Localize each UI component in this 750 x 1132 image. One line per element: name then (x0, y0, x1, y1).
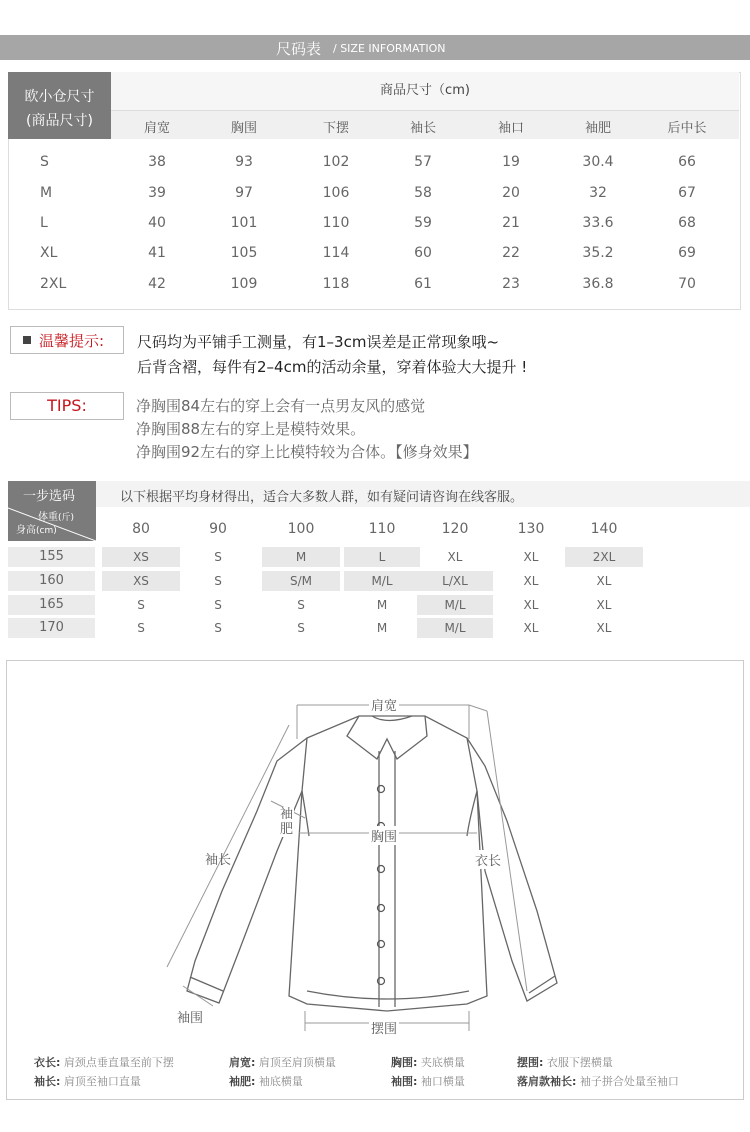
legend-item (34, 1054, 174, 1070)
weight-label: 体重 (38, 512, 58, 523)
size-table-title: 商品尺寸（cm) (111, 72, 739, 111)
size-recommendation-cell: L/XL (417, 571, 493, 591)
size-recommendation-cell: S (137, 598, 145, 612)
table-cell: 40 (148, 215, 166, 231)
legend-desc: 肩顶至袖口直量 (63, 1075, 141, 1088)
size-recommendation-cell: XL (447, 550, 463, 564)
weight-header-cell: 120 (441, 521, 469, 537)
height-header (16, 521, 57, 536)
table-cell: 109 (230, 276, 258, 292)
legend-item (391, 1073, 465, 1089)
table-cell: 61 (414, 276, 432, 292)
size-recommendation-cell: S (137, 621, 145, 635)
table-cell: 41 (148, 245, 166, 261)
table-cell: 32 (589, 185, 607, 201)
size-cell: S (40, 154, 49, 170)
legend-term: 袖围: (391, 1075, 418, 1088)
table-cell: 30.4 (582, 154, 614, 170)
label-hem: 摆围 (369, 1018, 399, 1037)
legend-term: 肩宽: (229, 1056, 256, 1069)
header-title-en: / SIZE INFORMATION (333, 42, 446, 55)
table-cell: 67 (678, 185, 696, 201)
col-header: 袖肥 (584, 121, 611, 136)
size-recommendation-cell: M (376, 621, 388, 635)
weight-header-cell: 110 (368, 521, 396, 537)
col-header: 袖口 (497, 121, 524, 136)
table-cell: 21 (502, 215, 520, 231)
legend-item (517, 1054, 613, 1070)
tip-line: 净胸围92左右的穿上比模特较为合体。【修身效果】 (136, 443, 478, 461)
size-recommendation-cell: XS (102, 571, 180, 591)
legend-term: 落肩款袖长: (517, 1075, 577, 1088)
tips-badge (10, 392, 124, 420)
weight-header-cell: 80 (132, 521, 150, 537)
col-header: 肩宽 (143, 121, 170, 136)
weight-header-cell: 100 (287, 521, 315, 537)
col-header: 下摆 (322, 121, 349, 136)
size-recommendation-cell: XL (523, 621, 539, 635)
size-cell: L (40, 215, 48, 231)
table-cell: 66 (678, 154, 696, 170)
size-recommendation-cell: XL (523, 574, 539, 588)
quick-pick-title: 一步选码 (23, 489, 76, 504)
table-cell: 39 (148, 185, 166, 201)
height-cell: 165 (8, 595, 95, 615)
size-recommendation-cell: S (214, 621, 222, 635)
size-recommendation-cell: S (297, 621, 305, 635)
height-label: 身高 (16, 525, 36, 536)
tip-line: 净胸围84左右的穿上会有一点男友风的感觉 (136, 397, 426, 415)
legend-item (34, 1073, 141, 1089)
size-recommendation-cell: XS (102, 547, 180, 567)
legend-desc: 夹底横量 (420, 1056, 465, 1069)
label-cuff: 袖围 (177, 1011, 204, 1026)
table-cell: 42 (148, 276, 166, 292)
label-body-length: 衣长 (475, 850, 501, 869)
table-cell: 35.2 (582, 245, 614, 261)
table-cell: 60 (414, 245, 432, 261)
size-recommendation-cell: 2XL (565, 547, 643, 567)
warm-tip-badge (10, 326, 124, 354)
height-cell: 160 (8, 571, 95, 591)
warm-tip-label: 温馨提示: (39, 332, 105, 350)
legend-term: 摆围: (517, 1056, 544, 1069)
garment-diagram (6, 660, 744, 1100)
size-recommendation-cell: S (297, 598, 305, 612)
table-cell: 22 (502, 245, 520, 261)
legend-term: 衣长: (34, 1056, 61, 1069)
legend-desc: 衣服下摆横量 (546, 1056, 613, 1069)
notice-line: 尺码均为平铺手工测量，有1–3cm误差是正常现象哦~ (137, 333, 500, 351)
size-recommendation-cell: S (214, 550, 222, 564)
table-cell: 68 (678, 215, 696, 231)
table-cell: 20 (502, 185, 520, 201)
table-cell: 102 (322, 154, 350, 170)
table-cell: 19 (502, 154, 520, 170)
height-cell: 155 (8, 547, 95, 567)
tip-line: 净胸围88左右的穿上是模特效果。 (136, 420, 366, 438)
size-cell: M (40, 185, 53, 201)
col-header: 袖长 (409, 121, 436, 136)
legend-desc: 袖口横量 (420, 1075, 465, 1088)
legend-item (391, 1054, 465, 1070)
size-cell: XL (40, 245, 58, 261)
legend-term: 袖长: (34, 1075, 61, 1088)
label-sleeve-length: 袖长 (205, 853, 232, 868)
height-cell: 170 (8, 618, 95, 638)
header-title-cn: 尺码表 (276, 40, 322, 58)
size-label-line1: 欧小仓尺寸 (24, 89, 95, 105)
weight-header-cell: 140 (590, 521, 618, 537)
size-recommendation-cell: S/M (262, 571, 340, 591)
size-recommendation-cell: L (344, 547, 420, 567)
col-header: 后中长 (667, 121, 707, 136)
size-recommendation-cell: M (376, 598, 388, 612)
table-cell: 97 (235, 185, 253, 201)
size-recommendation-cell: M (262, 547, 340, 567)
table-cell: 110 (322, 215, 350, 231)
section-header (0, 35, 750, 60)
table-cell: 118 (322, 276, 350, 292)
table-cell: 57 (414, 154, 432, 170)
size-recommendation-cell: M/L (417, 618, 493, 638)
legend-term: 袖肥: (229, 1075, 256, 1088)
table-cell: 33.6 (582, 215, 614, 231)
col-header: 胸围 (230, 121, 257, 136)
table-cell: 69 (678, 245, 696, 261)
size-table-header-row (111, 111, 739, 139)
size-label-line2: (商品尺寸) (26, 113, 93, 129)
square-bullet-icon (23, 336, 31, 344)
size-recommendation-cell: XL (596, 598, 612, 612)
height-unit: (cm) (36, 526, 57, 536)
quick-pick-corner (8, 481, 96, 541)
legend-desc: 肩顶至肩顶横量 (258, 1056, 336, 1069)
size-recommendation-cell: M/L (344, 571, 420, 591)
label-sleeve-width: 袖肥 (280, 807, 294, 837)
size-recommendation-cell: XL (596, 574, 612, 588)
legend-term: 胸围: (391, 1056, 418, 1069)
legend-desc: 袖子拼合处量至袖口 (579, 1075, 679, 1088)
legend-desc: 袖底横量 (258, 1075, 303, 1088)
table-cell: 36.8 (582, 276, 614, 292)
table-cell: 58 (414, 185, 432, 201)
table-cell: 93 (235, 154, 253, 170)
table-cell: 59 (414, 215, 432, 231)
table-cell: 70 (678, 276, 696, 292)
size-recommendation-cell: XL (523, 550, 539, 564)
legend-desc: 肩颈点垂直量至前下摆 (63, 1056, 174, 1069)
weight-unit: (斤) (58, 513, 75, 523)
tips-label: TIPS: (47, 396, 87, 415)
size-recommendation-cell: S (214, 574, 222, 588)
table-cell: 101 (230, 215, 258, 231)
table-cell: 23 (502, 276, 520, 292)
label-shoulder: 肩宽 (369, 695, 399, 714)
quick-pick-note: 以下根据平均身材得出，适合大多数人群，如有疑问请咨询在线客服。 (120, 490, 524, 505)
legend-item (229, 1054, 336, 1070)
size-table-label (8, 72, 111, 139)
size-recommendation-cell: XL (596, 621, 612, 635)
table-cell: 38 (148, 154, 166, 170)
table-cell: 105 (230, 245, 258, 261)
weight-header-cell: 90 (209, 521, 227, 537)
size-recommendation-cell: S (214, 598, 222, 612)
legend-item (229, 1073, 303, 1089)
table-cell: 114 (322, 245, 350, 261)
label-chest: 胸围 (369, 826, 399, 845)
size-recommendation-cell: M/L (417, 595, 493, 615)
notice-line: 后背含褶，每件有2–4cm的活动余量，穿着体验大大提升 ! (137, 358, 528, 376)
size-cell: 2XL (40, 276, 67, 292)
table-cell: 106 (322, 185, 350, 201)
weight-header-cell: 130 (517, 521, 545, 537)
size-recommendation-cell: XL (523, 598, 539, 612)
legend-item (517, 1073, 679, 1089)
quick-pick-note-bar (96, 481, 750, 507)
